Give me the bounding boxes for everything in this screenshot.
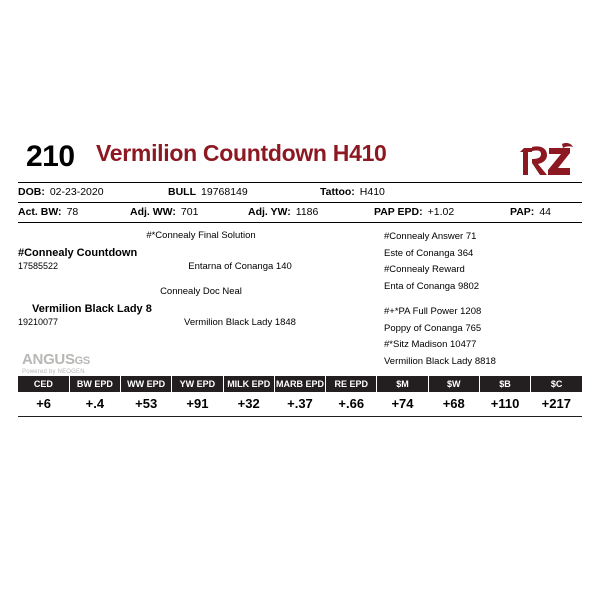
animal-name: Vermilion Countdown H410 (96, 140, 387, 166)
pap-field (510, 205, 580, 220)
pap-label: PAP: (510, 206, 535, 218)
epd-header-money-c: $C (531, 376, 582, 392)
dob-value: 02-23-2020 (49, 186, 104, 198)
epd-header-re: RE EPD (326, 376, 377, 392)
adj-yw-value: 1186 (295, 206, 319, 218)
epd-header-row (18, 376, 582, 392)
sire-great-grandparent: #Connealy Reward (384, 264, 465, 275)
epd-value-yw: +91 (172, 392, 223, 417)
epd-value-money-b: +110 (479, 392, 530, 417)
epd-value-bw: +.4 (69, 392, 120, 417)
epd-header-ced: CED (18, 376, 69, 392)
dob-field (18, 185, 168, 200)
epd-value-marb: +.37 (274, 392, 325, 417)
dam-sub-row (18, 316, 384, 329)
pedigree-right-column (384, 229, 582, 370)
pedigree-left-column (18, 229, 384, 370)
tattoo-field (320, 185, 440, 200)
lot-number: 210 (26, 140, 75, 173)
measurement-row (18, 203, 582, 222)
dam-great-grandparent: Vermilion Black Lady 8818 (384, 355, 496, 367)
adj-yw-label: Adj. YW: (248, 206, 291, 218)
epd-header-bw: BW EPD (69, 376, 120, 392)
sire-name: #Connealy Countdown (18, 247, 138, 259)
tattoo-value: H410 (359, 186, 385, 198)
epd-value-money-w: +68 (428, 392, 479, 417)
pap-epd-label: PAP EPD: (374, 206, 423, 218)
angus-gs-subtext: Powered by NEOGEN (22, 369, 85, 375)
brand-mark-icon (518, 142, 574, 180)
epd-header-money-b: $B (479, 376, 530, 392)
dam-great-grandparent: #+*PA Full Power 1208 (384, 306, 482, 317)
animal-identity-row (18, 183, 582, 202)
adj-ww-field (130, 205, 248, 220)
sire-great-grandparent: Enta of Conanga 9802 (384, 280, 480, 292)
ranch-brand-logo (510, 140, 582, 180)
epd-value-ced: +6 (18, 392, 69, 417)
epd-value-money-c: +217 (531, 392, 582, 417)
dam-block (18, 285, 384, 329)
dam-great-grandparent: #*Sitz Madison 10477 (384, 339, 477, 350)
pedigree-block (18, 223, 582, 370)
epd-value-money-m: +74 (377, 392, 428, 417)
epd-value-re: +.66 (326, 392, 377, 417)
dam-granddam: Vermilion Black Lady 1848 (184, 317, 296, 328)
sire-grandsire: #*Connealy Final Solution (146, 230, 256, 241)
sire-great-grandparent: #Connealy Answer 71 (384, 231, 477, 242)
epd-header-milk: MILK EPD (223, 376, 274, 392)
epd-header-ww: WW EPD (121, 376, 172, 392)
angus-gs-main-text: ANGUS (22, 351, 75, 368)
sire-granddam: Entarna of Conanga 140 (188, 261, 292, 272)
act-bw-field (18, 205, 130, 220)
sex-reg-field (168, 185, 320, 200)
dob-label: DOB: (18, 186, 45, 198)
sire-great-grandparent: Este of Conanga 364 (384, 247, 474, 259)
lot-header-main (96, 140, 510, 166)
dam-name: Vermilion Black Lady 8 (32, 303, 152, 315)
dam-registration: 19210077 (18, 317, 59, 327)
sire-block (18, 229, 384, 285)
adj-yw-field (248, 205, 374, 220)
registration-number: 19768149 (201, 186, 248, 198)
pap-value: 44 (539, 206, 551, 218)
epd-value-ww: +53 (121, 392, 172, 417)
sex-label: BULL (168, 186, 196, 198)
act-bw-label: Act. BW: (18, 206, 62, 218)
dam-grandsire: Connealy Doc Neal (160, 286, 242, 297)
epd-header-money-w: $W (428, 376, 479, 392)
adj-ww-label: Adj. WW: (130, 206, 176, 218)
epd-header-money-m: $M (377, 376, 428, 392)
epd-value-row (18, 392, 582, 417)
angus-gs-suffix-text: GS (74, 355, 90, 367)
lot-header (18, 140, 582, 182)
pap-epd-value: +1.02 (427, 206, 455, 218)
epd-header-marb: MARB EPD (274, 376, 325, 392)
epd-header-yw: YW EPD (172, 376, 223, 392)
sire-sub-row (18, 260, 384, 273)
adj-ww-value: 701 (180, 206, 199, 218)
tattoo-label: Tattoo: (320, 186, 355, 198)
dam-great-grandparent: Poppy of Conanga 765 (384, 322, 482, 334)
sire-registration: 17585522 (18, 261, 59, 271)
pap-epd-field (374, 205, 510, 220)
act-bw-value: 78 (66, 206, 79, 218)
epd-table (18, 376, 582, 417)
epd-value-milk: +32 (223, 392, 274, 417)
lot-entry (18, 140, 582, 417)
